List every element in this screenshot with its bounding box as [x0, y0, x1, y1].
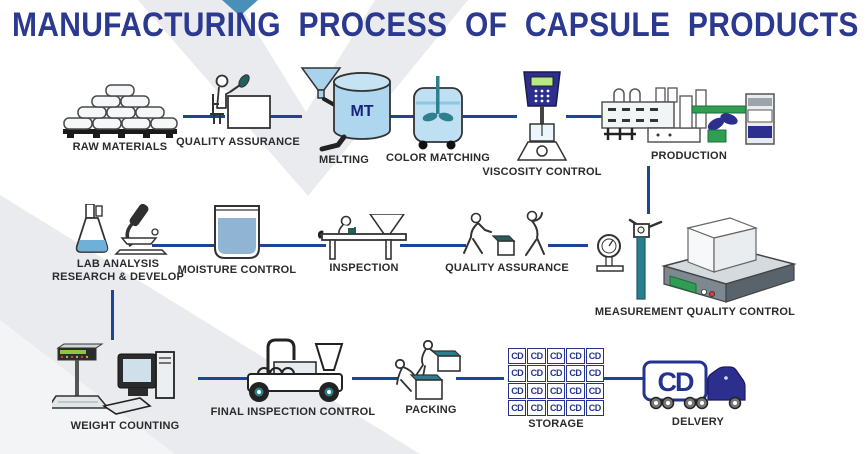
node-label-line2: RESEARCH & DEVELOP [52, 271, 184, 283]
storage-box: CD [566, 383, 584, 399]
node-label: VISCOSITY CONTROL [482, 166, 602, 178]
storage-box: CD [547, 400, 565, 416]
storage-box: CD [527, 383, 545, 399]
node-viscosity-control [478, 70, 606, 179]
storage-box: CD [566, 400, 584, 416]
node-production [600, 86, 778, 163]
node-delivery [642, 356, 754, 429]
storage-box: CD [586, 383, 604, 399]
truck-logo-text: CD [657, 367, 693, 397]
node-label: PACKING [405, 404, 457, 416]
node-label: LAB ANALYSIS [76, 258, 160, 270]
storage-box: CD [586, 400, 604, 416]
storage-box: CD [586, 348, 604, 364]
node-lab-analysis [52, 204, 184, 284]
connector-line-vertical [647, 166, 650, 214]
storage-box: CD [586, 365, 604, 381]
raw-materials-icon [57, 82, 183, 139]
storage-box: CD [508, 400, 526, 416]
node-weight-counting [52, 342, 198, 433]
storage-boxes-icon [508, 348, 604, 416]
melting-tank-icon [296, 66, 392, 152]
mixing-vessel-icon [385, 76, 491, 150]
node-final-inspection-control [210, 334, 376, 419]
storage-box: CD [527, 365, 545, 381]
node-quality-assurance-1 [178, 70, 298, 149]
storage-box: CD [527, 348, 545, 364]
node-melting [296, 66, 392, 167]
viscometer-icon [478, 70, 606, 164]
storage-box: CD [508, 383, 526, 399]
delivery-truck-icon [642, 356, 754, 414]
node-inspection [318, 214, 410, 275]
storage-box: CD [547, 383, 565, 399]
node-label: QUALITY ASSURANCE [176, 136, 300, 148]
storage-box: CD [566, 365, 584, 381]
node-color-matching [385, 76, 491, 165]
gauge-caliper-scale-icon [592, 210, 798, 304]
node-label: QUALITY ASSURANCE [445, 262, 569, 274]
node-label: WEIGHT COUNTING [70, 420, 180, 432]
node-raw-materials [57, 82, 183, 154]
node-label: RAW MATERIALS [72, 141, 168, 153]
tank-text: MT [350, 103, 374, 120]
storage-box: CD [547, 365, 565, 381]
node-label: FINAL INSPECTION CONTROL [210, 406, 376, 418]
production-machine-icon [600, 86, 778, 148]
connector-line-vertical [111, 290, 114, 340]
node-label: MELTING [318, 154, 370, 166]
inspection-table-icon [318, 214, 410, 260]
node-label: STORAGE [528, 418, 584, 430]
storage-box: CD [508, 348, 526, 364]
workers-check-icon [438, 210, 576, 260]
scale-computer-icon [52, 342, 198, 418]
node-label: MOISTURE CONTROL [177, 264, 297, 276]
moisture-beaker-icon [174, 204, 300, 262]
packing-workers-icon [390, 340, 472, 402]
page-title: MANUFACTURING PROCESS OF CAPSULE PRODUCTS [12, 6, 859, 44]
lab-flask-microscope-icon [64, 204, 172, 256]
node-label: INSPECTION [329, 262, 399, 274]
node-label: PRODUCTION [651, 150, 727, 162]
storage-box: CD [547, 348, 565, 364]
node-label: DELVERY [671, 416, 725, 428]
node-packing [390, 340, 472, 417]
node-label: MEASUREMENT QUALITY CONTROL [594, 306, 796, 318]
node-storage [506, 348, 606, 431]
storage-box: CD [527, 400, 545, 416]
storage-box: CD [508, 365, 526, 381]
quality-assurance-desk-icon [178, 70, 298, 134]
inspection-machine-icon [220, 334, 366, 404]
node-label: COLOR MATCHING [385, 152, 491, 164]
node-quality-assurance-2 [438, 210, 576, 275]
node-moisture-control [174, 204, 300, 277]
node-measurement-quality-control [592, 210, 798, 319]
storage-box: CD [566, 348, 584, 364]
